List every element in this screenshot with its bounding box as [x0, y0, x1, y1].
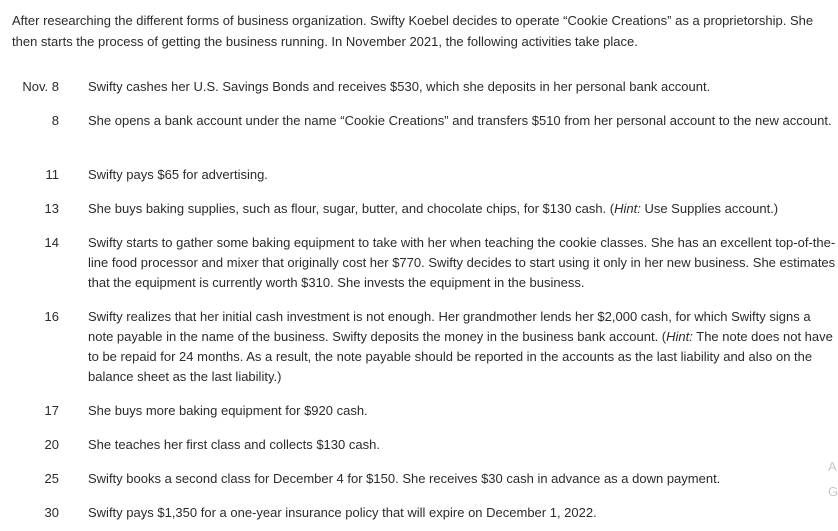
- activity-date: 20: [44, 437, 59, 452]
- activity-date: 25: [44, 471, 59, 486]
- edge-glyph: A: [828, 459, 837, 474]
- description-text: Swifty realizes that her initial cash investment is not enough. Her grandmother lends her $2,000 cash, for which Swifty signs a note payable in the name of the business. Swifty deposits the money in the business bank account. (: [88, 309, 811, 344]
- intro-paragraph: After researching the different forms of business organization. Swifty Koebel decides to operate “Cookie Creations” as a proprietorship. She then starts the process of getting the business running. In November 2021, the following activities take place.: [12, 13, 814, 49]
- activity-description: Swifty pays $65 for advertising.: [88, 167, 268, 182]
- hint-label: Hint:: [614, 201, 641, 216]
- edge-glyph: G: [828, 484, 838, 499]
- activity-description: [88, 307, 836, 387]
- activity-date: Nov. 8: [22, 79, 59, 94]
- activity-date: 17: [44, 403, 59, 418]
- activity-description: She teaches her first class and collects $130 cash.: [88, 437, 380, 452]
- activity-description: Swifty starts to gather some baking equipment to take with her when teaching the cookie classes. She has an excellent top-of-the-line food processor and mixer that originally cost her $770. Swifty decides to start using it only in her new business. She estimates that the equipment is currently worth $310. She invests the equipment in the business.: [88, 235, 836, 290]
- hint-label: Hint:: [666, 329, 693, 344]
- description-text: She buys baking supplies, such as flour, sugar, butter, and chocolate chips, for $130 cash. (: [88, 201, 615, 216]
- activity-date: 11: [45, 167, 59, 182]
- activity-date: 30: [44, 505, 59, 520]
- activity-date: 8: [51, 113, 59, 128]
- activity-description: [88, 199, 836, 219]
- description-text: The note does not have to be repaid for 24 months. As a result, the note payable should be reported in the accounts as the last liability and also on the balance sheet as the last liability.): [88, 329, 833, 384]
- activity-description: Swifty cashes her U.S. Savings Bonds and receives $530, which she deposits in her personal bank account.: [88, 79, 711, 94]
- activity-date: 13: [44, 201, 59, 216]
- description-text: Use Supplies account.): [640, 201, 779, 216]
- activity-description: She opens a bank account under the name “Cookie Creations” and transfers $510 from her personal account to the new account.: [88, 113, 832, 128]
- activity-description: Swifty books a second class for December 4 for $150. She receives $30 cash in advance as a down payment.: [88, 471, 721, 486]
- activity-description: She buys more baking equipment for $920 cash.: [88, 403, 368, 418]
- activity-date: 16: [44, 309, 59, 324]
- activity-date: 14: [44, 235, 59, 250]
- activity-description: Swifty pays $1,350 for a one-year insurance policy that will expire on December 1, 2022.: [88, 505, 597, 520]
